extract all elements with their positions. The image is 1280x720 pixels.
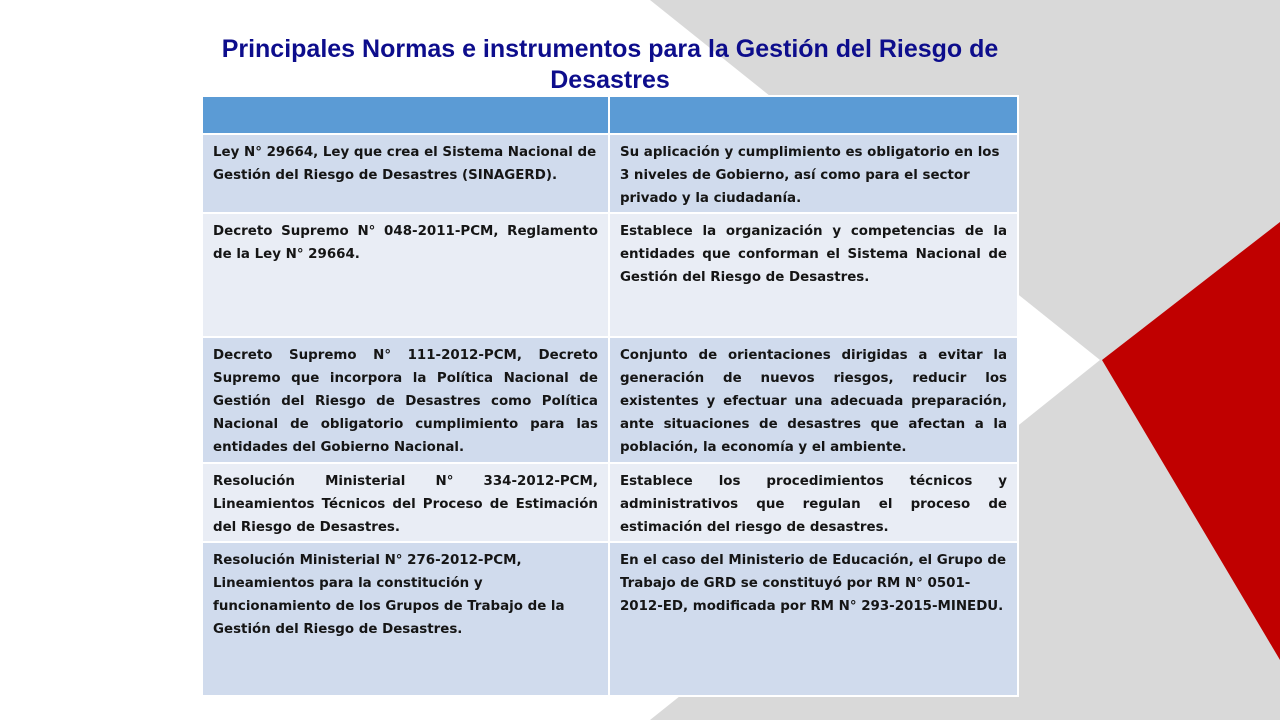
norm-cell: Resolución Ministerial N° 276-2012-PCM, Lineamientos para la constitución y funcionamiento de los Grupos de Trabajo de la Gestión del Riesgo de Desastres.	[202, 542, 609, 696]
table-row	[202, 337, 1018, 463]
table-row	[202, 542, 1018, 696]
slide-title: Principales Normas e instrumentos para la Gestión del Riesgo de Desastres	[221, 35, 999, 94]
table-header-row	[202, 96, 1018, 134]
header-cell-description	[609, 96, 1018, 134]
description-cell: En el caso del Ministerio de Educación, el Grupo de Trabajo de GRD se constituyó por RM N° 0501-2012-ED, modificada por RM N° 293-2015-MINEDU.	[609, 542, 1018, 696]
table-row	[202, 134, 1018, 213]
norm-cell: Decreto Supremo N° 111-2012-PCM, Decreto Supremo que incorpora la Política Nacional de Gestión del Riesgo de Desastres como Política Nacional de obligatorio cumplimiento para las entidades del Gobierno Nacional.	[202, 337, 609, 463]
header-cell-norm	[202, 96, 609, 134]
norm-cell: Decreto Supremo N° 048-2011-PCM, Reglamento de la Ley N° 29664.	[202, 213, 609, 337]
norm-cell: Ley N° 29664, Ley que crea el Sistema Nacional de Gestión del Riesgo de Desastres (SINAGERD).	[202, 134, 609, 213]
table-row	[202, 463, 1018, 542]
norm-cell: Resolución Ministerial N° 334-2012-PCM, Lineamientos Técnicos del Proceso de Estimación del Riesgo de Desastres.	[202, 463, 609, 542]
table-row	[202, 213, 1018, 337]
description-cell: Establece la organización y competencias de la entidades que conforman el Sistema Nacional de Gestión del Riesgo de Desastres.	[609, 213, 1018, 337]
description-cell: Su aplicación y cumplimiento es obligatorio en los 3 niveles de Gobierno, así como para el sector privado y la ciudadanía.	[609, 134, 1018, 213]
description-cell: Establece los procedimientos técnicos y administrativos que regulan el proceso de estimación del riesgo de desastres.	[609, 463, 1018, 542]
description-cell: Conjunto de orientaciones dirigidas a evitar la generación de nuevos riesgos, reducir los existentes y efectuar una adecuada preparación, ante situaciones de desastres que afectan a la población, la economía y el ambiente.	[609, 337, 1018, 463]
norms-table	[201, 95, 1019, 697]
